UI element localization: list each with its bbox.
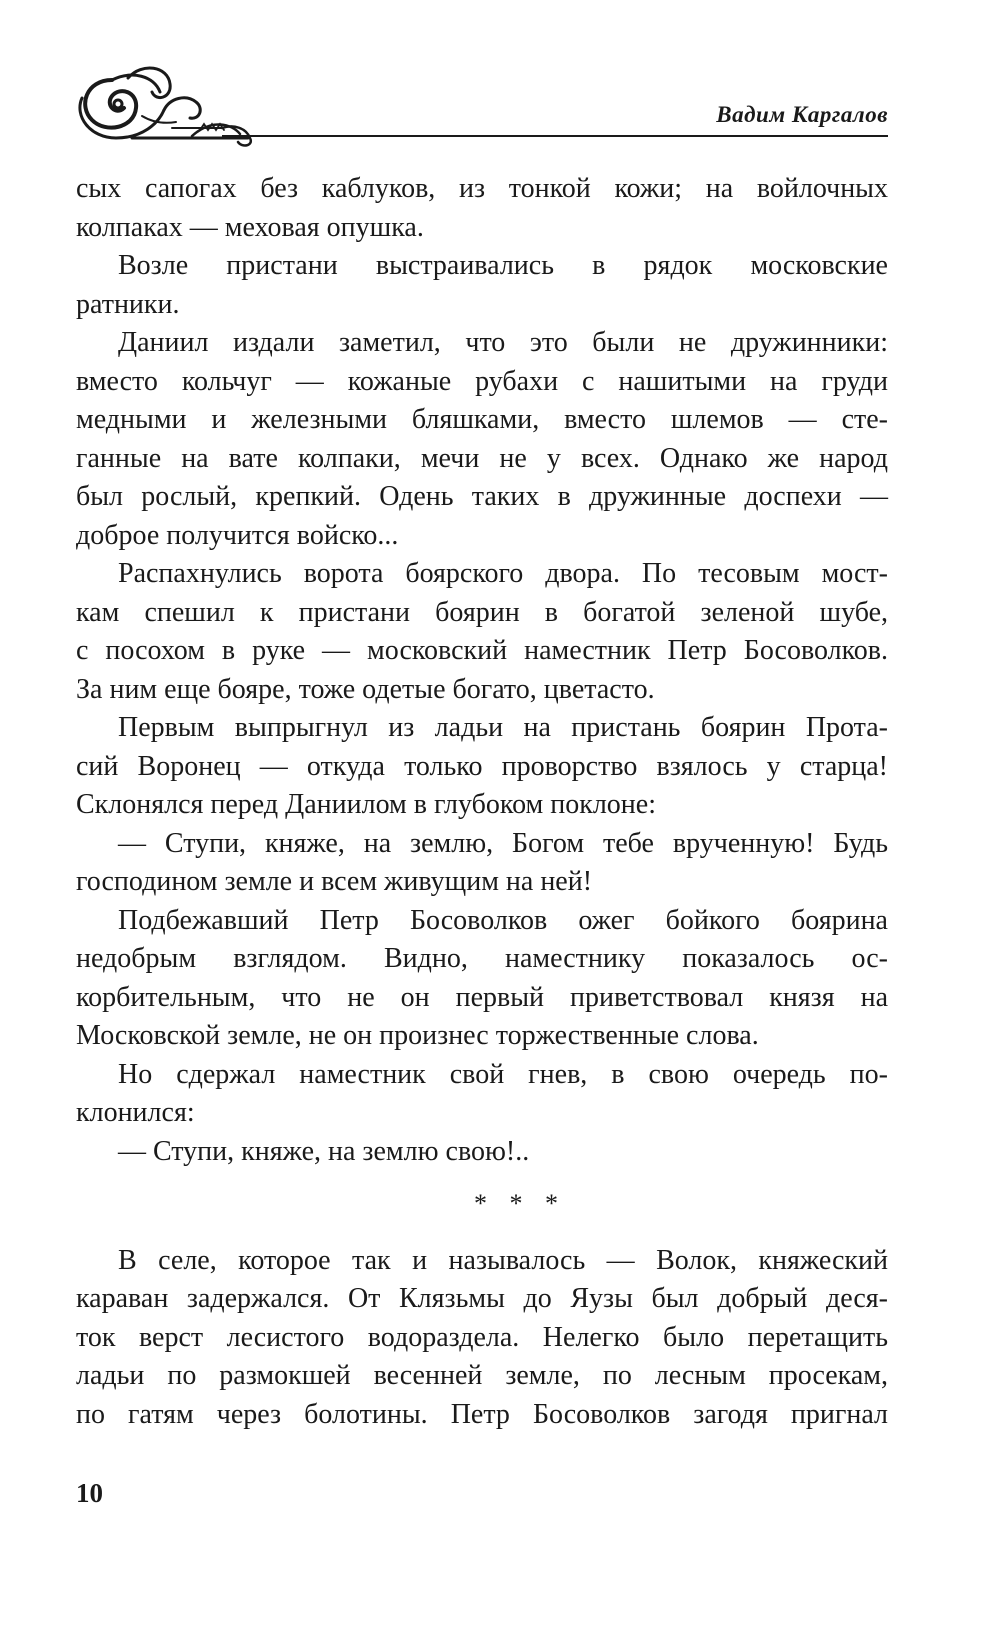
text-line: Подбежавший Петр Босоволков ожег бойкого боярина — [118, 904, 888, 936]
text-line: колпаках — меховая опушка. — [76, 211, 424, 243]
text-line: сых сапогах без каблуков, из тонкой кожи; на войлочных — [76, 173, 888, 204]
text-line: ганные на вате колпаки, мечи не у всех. Однако же народ — [76, 442, 888, 474]
running-header — [72, 58, 888, 148]
text-block-before-separator — [76, 170, 888, 1171]
text-line: с посохом в руке — московский наместник Петр Босоволков. — [76, 635, 888, 666]
text-line: медными и железными бляшками, вместо шлемов — сте- — [76, 404, 888, 435]
text-line: Московской земле, не он произнес торжественные слова. — [76, 1020, 759, 1051]
body-text — [76, 170, 888, 1434]
text-line: доброе получится войско... — [76, 519, 399, 551]
text-line: Возле пристани выстраивались в рядок московские — [118, 250, 888, 281]
text-line: караван задержался. От Клязьмы до Яузы был добрый деся- — [76, 1283, 888, 1314]
text-line: ладьи по размокшей весенней земле, по лесным просекам, — [76, 1360, 888, 1391]
text-line: — Ступи, княже, на землю свою!.. — [118, 1135, 530, 1167]
text-line: вместо кольчуг — кожаные рубахи с нашитыми на груди — [76, 365, 888, 397]
text-line: господином земле и всем живущим на ней! — [76, 866, 593, 897]
text-line: Даниил издали заметил, что это были не дружинники: — [118, 327, 888, 358]
text-line: клонился: — [76, 1097, 195, 1128]
text-line: недобрым взглядом. Видно, наместнику показалось ос- — [76, 943, 888, 974]
text-line: корбительным, что не он первый приветствовал князя на — [76, 981, 888, 1013]
text-line: За ним еще бояре, тоже одетые богато, цветасто. — [76, 673, 655, 705]
header-rule — [222, 135, 888, 137]
text-line: Склонялся перед Даниилом в глубоком поклоне: — [76, 789, 657, 820]
text-line: кам спешил к пристани боярин в богатой зеленой шубе, — [76, 596, 888, 628]
text-line: сий Воронец — откуда только проворство взялось у старца! — [76, 750, 888, 782]
text-line: Первым выпрыгнул из ладьи на пристань боярин Прота- — [118, 712, 888, 743]
text-line: был рослый, крепкий. Одень таких в дружинные доспехи — — [76, 481, 888, 512]
text-block-after-separator — [76, 1242, 888, 1435]
text-line: по гатям через болотины. Петр Босоволков загодя пригнал — [76, 1398, 888, 1430]
running-header-author: Вадим Каргалов — [716, 102, 888, 127]
text-line: ток верст лесистого водораздела. Нелегко было перетащить — [76, 1321, 888, 1353]
text-line: Распахнулись ворота боярского двора. По тесовым мост- — [118, 558, 888, 589]
text-line: Но сдержал наместник свой гнев, в свою очередь по- — [118, 1058, 888, 1090]
text-line: — Ступи, княже, на землю, Богом тебе врученную! Будь — [118, 827, 888, 859]
page-number: 10 — [76, 1478, 103, 1508]
text-line: В селе, которое так и называлось — Волок, княжеский — [118, 1244, 888, 1276]
section-separator: * * * — [474, 1189, 566, 1218]
text-line: ратники. — [76, 288, 180, 320]
